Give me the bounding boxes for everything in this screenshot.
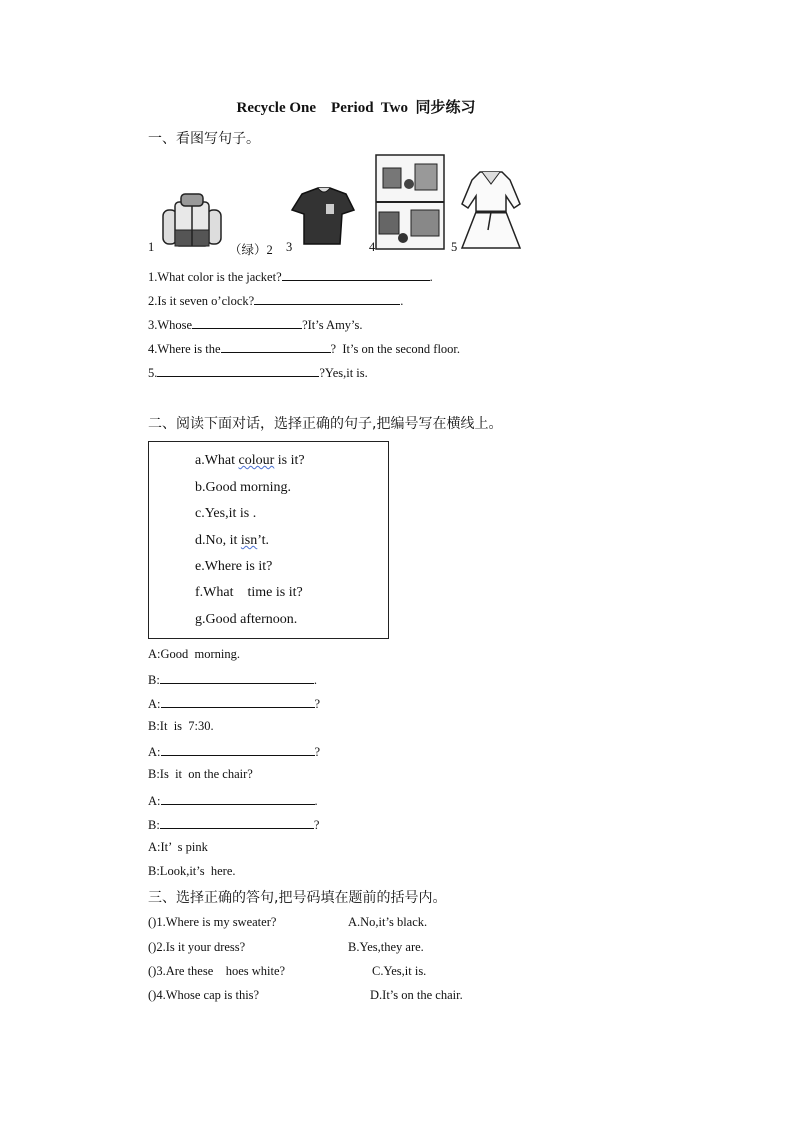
answer-blank[interactable] <box>161 695 315 708</box>
dialogue-line-2: B: . <box>148 673 317 687</box>
answer-blank[interactable] <box>254 292 400 305</box>
answer-blank[interactable] <box>161 792 315 805</box>
option-a: a.What colour is it? <box>195 453 305 468</box>
dress-picture <box>458 168 524 252</box>
dialogue-line-9: A:It’ s pink <box>148 840 208 854</box>
t-shirt-picture <box>290 186 358 248</box>
jacket-picture <box>157 190 227 252</box>
question-3: 3.Whose ?It’s Amy’s. <box>148 318 363 332</box>
dialogue-line-10: B:Look,it’s here. <box>148 864 236 878</box>
section-1-heading: 一、看图写句子。 <box>148 131 260 147</box>
match-question-2: ()2.Is it your dress? <box>148 940 246 954</box>
question-2: 2.Is it seven o’clock? . <box>148 294 404 308</box>
section-3-heading: 三、选择正确的答句,把号码填在题前的括号内。 <box>148 890 447 906</box>
picture-number-5: 5 <box>451 240 458 254</box>
answer-blank[interactable] <box>192 316 302 329</box>
match-question-4: ()4.Whose cap is this? <box>148 988 260 1002</box>
question-4: 4.Where is the ? It’s on the second floor. <box>148 342 461 356</box>
options-box <box>148 441 389 639</box>
option-g: g.Good afternoon. <box>195 612 298 627</box>
option-f: f.What time is it? <box>195 585 303 600</box>
match-question-1: ()1.Where is my sweater? <box>148 915 277 929</box>
question-5: 5. ?Yes,it is. <box>148 366 368 380</box>
dialogue-line-4: B:It is 7:30. <box>148 719 214 733</box>
option-e: e.Where is it? <box>195 559 273 574</box>
dialogue-line-1: A:Good morning. <box>148 647 241 661</box>
match-answer-b: B.Yes,they are. <box>348 940 424 954</box>
match-answer-d: D.It’s on the chair. <box>370 988 463 1002</box>
answer-blank[interactable] <box>161 743 315 756</box>
match-question-3: ()3.Are these hoes white? <box>148 964 286 978</box>
dialogue-line-7: A: . <box>148 794 318 808</box>
option-b: b.Good morning. <box>195 480 292 495</box>
option-d: d.No, it isn’t. <box>195 533 270 548</box>
question-1: 1.What color is the jacket? . <box>148 270 433 284</box>
section-2-heading: 二、阅读下面对话，选择正确的句子,把编号写在横线上。 <box>148 416 503 432</box>
answer-blank[interactable] <box>157 364 319 377</box>
option-c: c.Yes,it is . <box>195 506 257 521</box>
match-answer-a: A.No,it’s black. <box>348 915 428 929</box>
dialogue-line-3: A: ? <box>148 697 321 711</box>
building-picture <box>375 154 445 250</box>
match-answer-c: C.Yes,it is. <box>372 964 427 978</box>
answer-blank[interactable] <box>160 671 314 684</box>
dialogue-line-6: B:Is it on the chair? <box>148 767 253 781</box>
dialogue-line-8: B: ? <box>148 818 320 832</box>
picture-number-1: 1 <box>148 240 155 254</box>
green-note: （绿）2 <box>229 243 273 257</box>
dialogue-line-5: A: ? <box>148 745 321 759</box>
picture-number-3: 3 <box>286 240 293 254</box>
answer-blank[interactable] <box>160 816 314 829</box>
answer-blank[interactable] <box>282 268 430 281</box>
picture-number-4: 4 <box>369 240 376 254</box>
answer-blank[interactable] <box>221 340 331 353</box>
page-title: Recycle One Period Two 同步练习 <box>236 100 476 116</box>
